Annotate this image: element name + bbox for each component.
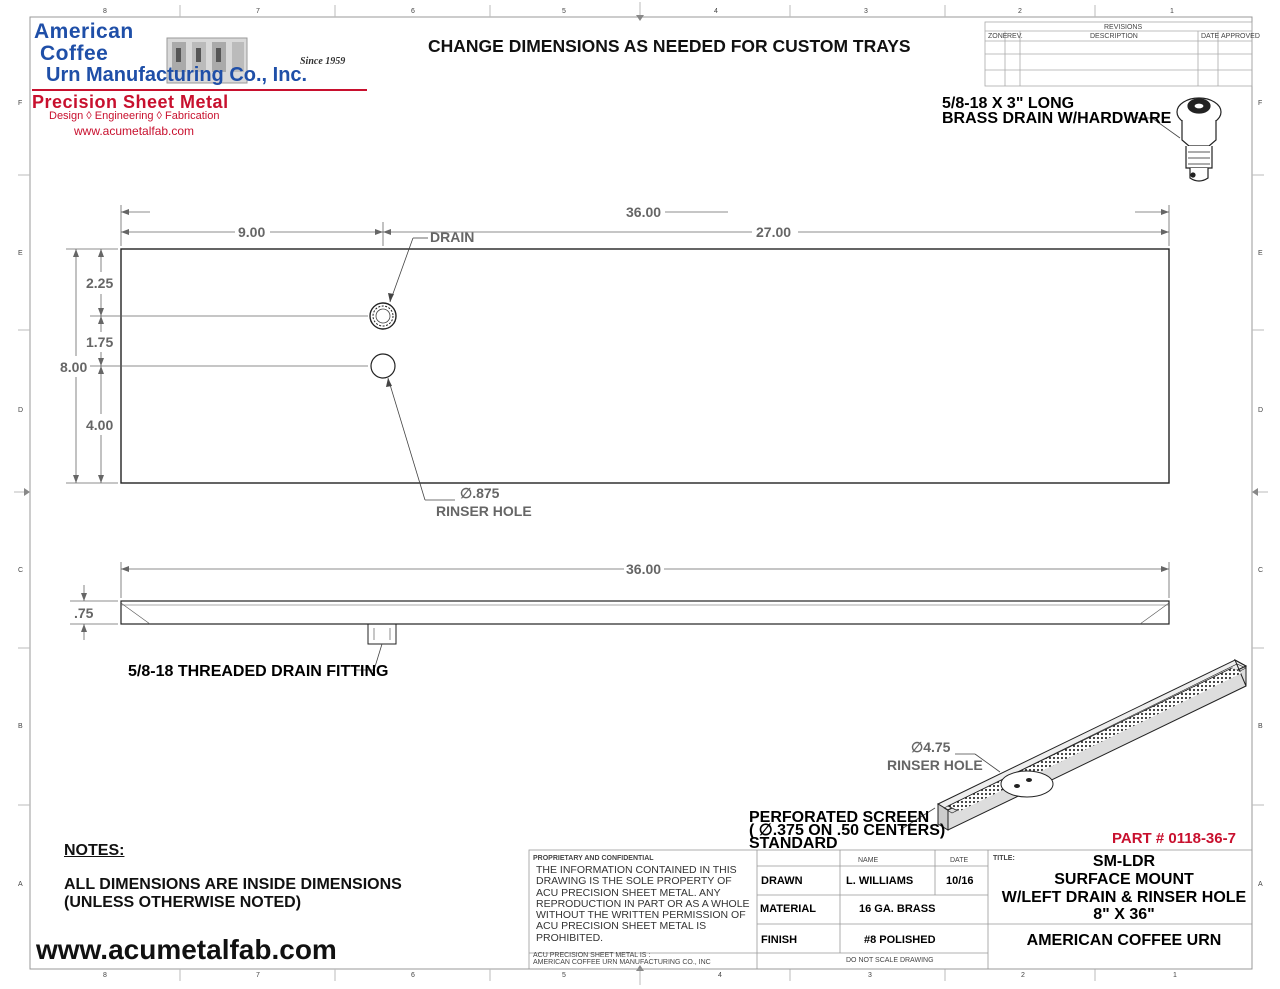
logo-services: Design ◊ Engineering ◊ Fabrication (49, 110, 220, 122)
rev-col-date: DATE (1201, 33, 1220, 40)
isometric-tray (938, 660, 1246, 830)
rev-col-zone: ZONE (988, 33, 1008, 40)
proprietary-text: THE INFORMATION CONTAINED IN THIS DRAWING IS THE SOLE PROPERTY OF ACU PRECISION SHEET METAL. ANY REPRODUCTION IN PART OR AS A WHOLE WITHOUT THE WRITTEN PERMISSION OF ACU PRECISION SHEET METAL IS PROHIBITED. (536, 864, 750, 944)
brass-drain-label-2: BRASS DRAIN W/HARDWARE (942, 110, 1172, 127)
logo-underline (32, 89, 367, 91)
zone-right-a: A (1258, 881, 1263, 888)
drawn-date: 10/16 (946, 875, 974, 887)
perf-label-2: ( ∅.375 ON .50 CENTERS) (749, 822, 946, 839)
zone-bottom-5: 5 (562, 972, 566, 979)
logo-url: www.acumetalfab.com (74, 124, 195, 138)
title-line-4: 8" X 36" (1093, 906, 1155, 923)
company-logo (32, 20, 372, 140)
zone-bottom-3: 3 (868, 972, 872, 979)
drawn-label: DRAWN (761, 875, 803, 887)
rinser-dia-label: ∅.875 (460, 485, 500, 501)
dim-d1: 2.25 (86, 275, 114, 291)
date-header: DATE (950, 857, 969, 864)
zone-right-f: F (1258, 100, 1263, 107)
dim-height: .75 (74, 605, 94, 621)
dim-overall-length: 36.00 (626, 204, 662, 220)
rev-col-approved: APPROVED (1221, 33, 1260, 40)
zone-left-a: A (18, 881, 23, 888)
notes-line-1: ALL DIMENSIONS ARE INSIDE DIMENSIONS (64, 876, 402, 893)
zone-top-7: 7 (256, 8, 260, 15)
notes-heading: NOTES: (64, 842, 125, 859)
iso-dia-label: ∅4.75 (911, 739, 951, 755)
zone-bottom-4: 4 (718, 972, 722, 979)
page-title: CHANGE DIMENSIONS AS NEEDED FOR CUSTOM TRAYS (428, 36, 911, 56)
footer-url[interactable]: www.acumetalfab.com (36, 934, 337, 965)
proprietary-heading: PROPRIETARY AND CONFIDENTIAL (533, 855, 654, 862)
zone-top-3: 3 (864, 8, 868, 15)
rev-col-description: DESCRIPTION (1090, 33, 1138, 40)
acu-is-label: ACU PRECISION SHEET METAL IS : (533, 952, 651, 959)
zone-left-d: D (18, 407, 24, 414)
drawn-name: L. WILLIAMS (846, 875, 914, 887)
zone-top-6: 6 (411, 8, 415, 15)
finish-value: #8 POLISHED (864, 934, 936, 946)
dim-left-offset: 9.00 (238, 224, 266, 240)
zone-left-c: C (18, 567, 24, 574)
title-line-2: SURFACE MOUNT (1054, 871, 1194, 888)
dim-right-offset: 27.00 (756, 224, 792, 240)
title-line-3: W/LEFT DRAIN & RINSER HOLE (1001, 889, 1247, 906)
rev-col-rev: REV. (1007, 33, 1023, 40)
zone-bottom-7: 7 (256, 972, 260, 979)
dim-d3: 4.00 (86, 417, 114, 433)
drain-label: DRAIN (430, 229, 475, 245)
zone-left-b: B (18, 723, 23, 730)
zone-top-1: 1 (1170, 8, 1174, 15)
material-label: MATERIAL (760, 903, 817, 915)
zone-right-e: E (1258, 250, 1263, 257)
zone-right-b: B (1258, 723, 1263, 730)
zone-top-4: 4 (714, 8, 718, 15)
zone-top-2: 2 (1018, 8, 1022, 15)
revisions-title: REVISIONS (1104, 24, 1143, 31)
top-view (60, 204, 1169, 519)
logo-since: Since 1959 (300, 56, 346, 67)
zone-top-5: 5 (562, 8, 566, 15)
dim-width: 8.00 (60, 359, 88, 375)
zone-top-8: 8 (103, 8, 107, 15)
title-line-1: SM-LDR (1092, 853, 1156, 870)
logo-line-3: Urn Manufacturing Co., Inc. (46, 64, 308, 86)
iso-rinser-label: RINSER HOLE (887, 757, 983, 773)
name-header: NAME (858, 857, 879, 864)
brass-drain-illustration (1177, 98, 1221, 181)
do-not-scale: DO NOT SCALE DRAWING (846, 957, 934, 964)
notes-line-2: (UNLESS OTHERWISE NOTED) (64, 894, 302, 911)
zone-bottom-8: 8 (103, 972, 107, 979)
brass-drain-label-1: 5/8-18 X 3" LONG (942, 95, 1075, 112)
zone-left-f: F (18, 100, 23, 107)
side-view (70, 561, 1169, 680)
finish-label: FINISH (761, 934, 798, 946)
dim-d2: 1.75 (86, 334, 114, 350)
zone-left-e: E (18, 250, 23, 257)
company-name: AMERICAN COFFEE URN (1026, 932, 1222, 949)
dim-side-length: 36.00 (626, 561, 662, 577)
revisions-table (985, 22, 1252, 86)
zone-bottom-2: 2 (1021, 972, 1025, 979)
zone-right-d: D (1258, 407, 1264, 414)
drain-hole (370, 303, 396, 329)
logo-brand: Precision Sheet Metal (32, 92, 229, 112)
perf-label-1: PERFORATED SCREEN (749, 809, 930, 826)
title-label: TITLE: (993, 855, 1015, 862)
part-number: PART # 0118-36-7 (1112, 830, 1236, 847)
acu-name-label: AMERICAN COFFEE URN MANUFACTURING CO., INC (533, 959, 711, 966)
zone-bottom-1: 1 (1173, 972, 1177, 979)
rinser-hole (371, 354, 395, 378)
logo-line-1: American (34, 20, 134, 43)
rinser-hole-label: RINSER HOLE (436, 503, 532, 519)
logo-line-2: Coffee (40, 42, 109, 65)
zone-bottom-6: 6 (411, 972, 415, 979)
zone-right-c: C (1258, 567, 1264, 574)
material-value: 16 GA. BRASS (859, 903, 936, 915)
threaded-fitting-label: 5/8-18 THREADED DRAIN FITTING (128, 663, 389, 680)
perf-label-3: STANDARD (749, 835, 838, 852)
